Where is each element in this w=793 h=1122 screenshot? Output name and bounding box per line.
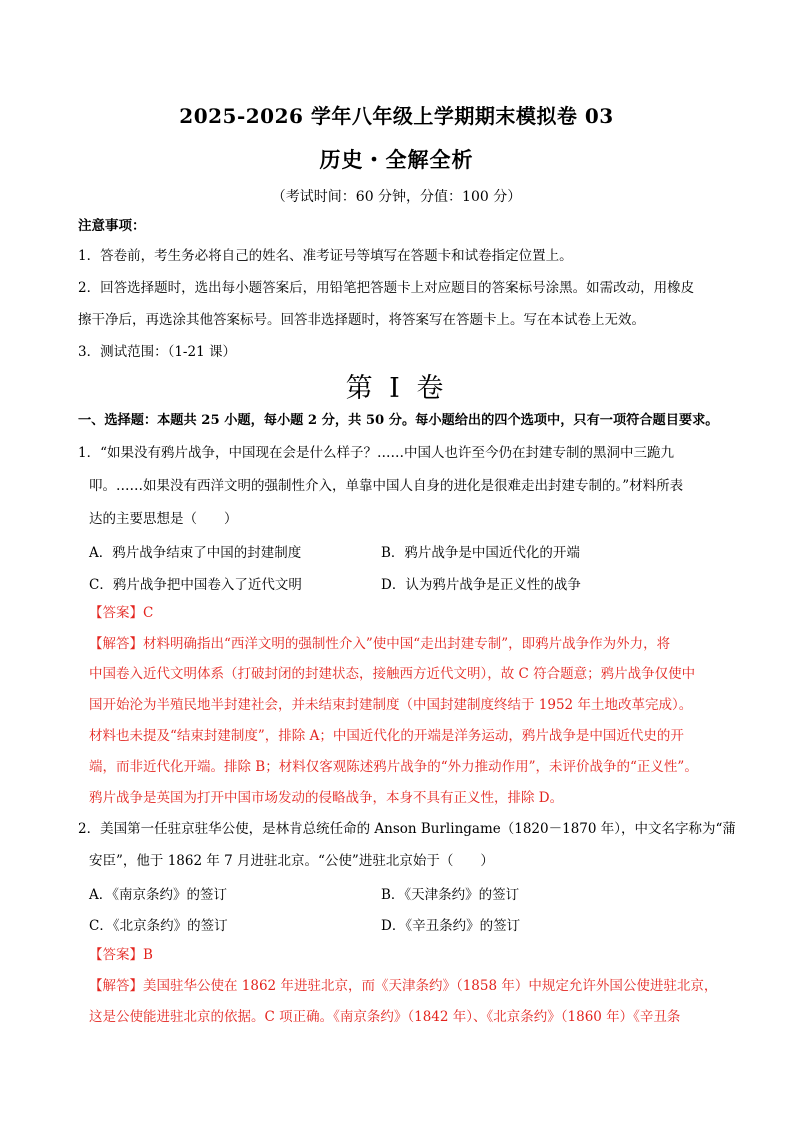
analysis-line: 【解答】材料明确指出“西洋文明的强制性介入”使中国“走出封建专制”，即鸦片战争作为外力，将: [89, 636, 671, 652]
option-a: A．鸦片战争结束了中国的封建制度: [89, 545, 302, 561]
option-c: C．鸦片战争把中国卷入了近代文明: [89, 577, 302, 593]
analysis-line: 鸦片战争是英国为打开中国市场发动的侵略战争，本身不具有正义性，排除 D。: [89, 790, 564, 806]
analysis-line: 材料也未提及“结束封建制度”，排除 A；中国近代化的开端是洋务运动，鸦片战争是中国近代史的开: [89, 728, 684, 744]
notice-heading: 注意事项：: [78, 218, 146, 234]
analysis-line: 中国卷入近代文明体系（打破封闭的封建状态，接触西方近代文明），故 C 符合题意；鸦片战争仅使中: [89, 666, 696, 682]
option-d: D．认为鸦片战争是正义性的战争: [381, 577, 581, 593]
notice-item: 1．答卷前，考生务必将自己的姓名、准考证号等填写在答题卡和试卷指定位置上。: [78, 248, 573, 264]
volume-title: 第 I 卷: [345, 373, 448, 404]
section-heading: 一、选择题：本题共 25 小题，每小题 2 分，共 50 分。每小题给出的四个选项中，只有一项符合题目要求。: [78, 413, 719, 428]
notice-item: 擦干净后，再选涂其他答案标号。回答非选择题时，将答案写在答题卡上。写在本试卷上无效。: [78, 312, 645, 328]
analysis-line: 国开始沦为半殖民地半封建社会，并未结束封建制度（中国封建制度终结于 1952 年土地改革完成）。: [89, 697, 693, 713]
notice-item: 3．测试范围：（1-21 课）: [78, 344, 236, 360]
question-stem: 2．美国第一任驻京驻华公使，是林肯总统任命的 Anson Burlingame（1820－1870 年），中文名字称为“蒲: [78, 821, 736, 837]
option-d: D．《辛丑条约》的签订: [381, 918, 521, 934]
question-stem: 达的主要思想是（ ）: [89, 511, 238, 527]
answer-label: 【答案】B: [89, 947, 153, 963]
question-stem: 1．“如果没有鸦片战争，中国现在会是什么样子？……中国人也许至今仍在封建专制的黑洞中三跪九: [78, 445, 674, 461]
option-b: B．鸦片战争是中国近代化的开端: [381, 545, 580, 561]
analysis-line: 端，而非近代化开端。排除 B；材料仅客观陈述鸦片战争的“外力推动作用”，未评价战争的“正义性”。: [89, 759, 698, 775]
question-stem: 安臣”，他于 1862 年 7 月进驻北京。“公使”进驻北京始于（ ）: [89, 853, 494, 869]
option-b: B．《天津条约》的签订: [381, 887, 520, 903]
exam-title: 2025-2026 学年八年级上学期期末模拟卷 03: [179, 104, 614, 128]
option-a: A．《南京条约》的签订: [89, 887, 227, 903]
notice-item: 2．回答选择题时，选出每小题答案后，用铅笔把答题卡上对应题目的答案标号涂黑。如需改动，用橡皮: [78, 280, 695, 296]
answer-label: 【答案】C: [89, 605, 154, 621]
analysis-line: 【解答】美国驻华公使在 1862 年进驻北京，而《天津条约》（1858 年）中规定允许外国公使进驻北京，: [89, 978, 718, 994]
question-stem: 叩。……如果没有西洋文明的强制性介入，单靠中国人自身的进化是很难走出封建专制的。”材料所表: [89, 478, 684, 494]
option-c: C．《北京条约》的签订: [89, 918, 228, 934]
analysis-line: 这是公使能进驻北京的依据。C 项正确。《南京条约》（1842 年）、《北京条约》（1860 年）《辛丑条: [89, 1009, 681, 1025]
exam-subtitle: 历史・全解全析: [319, 147, 474, 172]
exam-time-info: （考试时间：60 分钟，分值：100 分）: [271, 189, 522, 205]
